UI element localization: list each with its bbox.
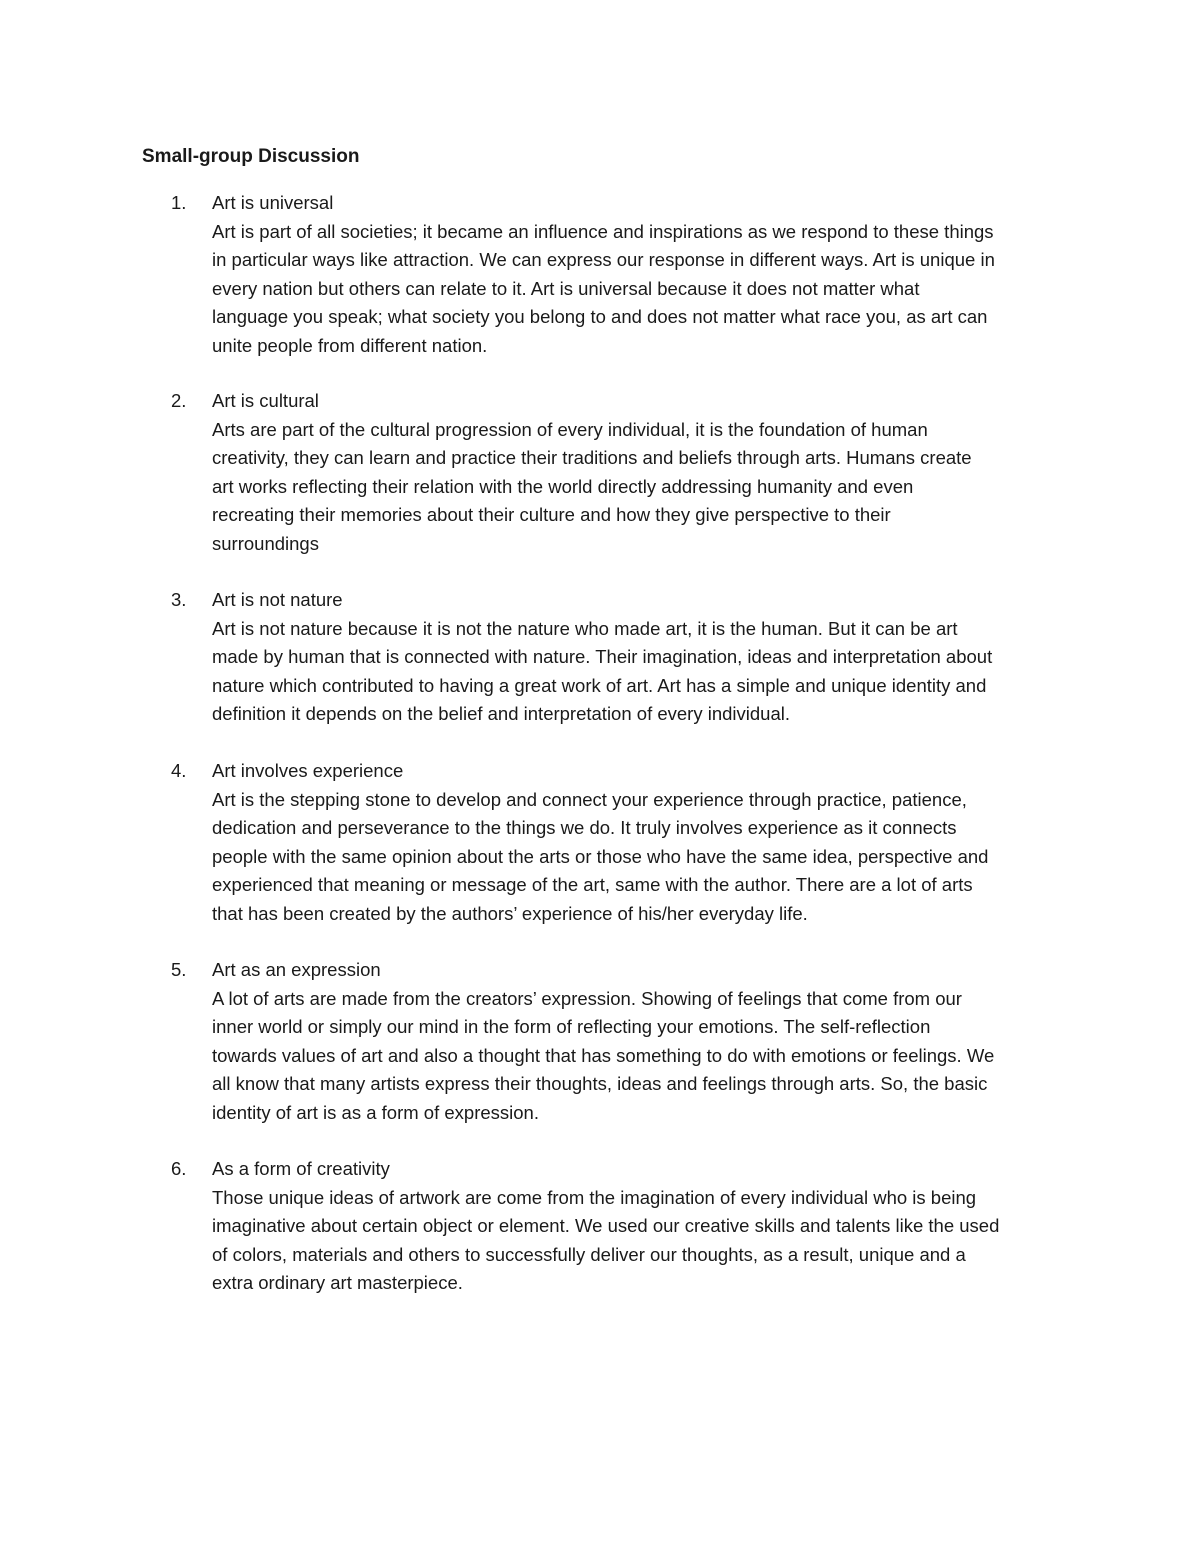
item-number: 2. xyxy=(171,390,187,411)
body-line: Art is not nature because it is not the nature who made art, it is the human. But it can be art xyxy=(212,617,958,639)
body-line: language you speak; what society you belong to and does not matter what race you, as art can xyxy=(212,306,988,327)
body-line: experienced that meaning or message of the art, same with the author. There are a lot of arts xyxy=(212,874,973,895)
body-line: towards values of art and also a thought that has something to do with emotions or feelings. We xyxy=(212,1044,995,1066)
item-heading: Art is universal xyxy=(212,192,334,213)
item-body xyxy=(212,1184,1072,1298)
item-body xyxy=(212,786,1072,929)
body-line: identity of art is as a form of expression. xyxy=(212,1101,539,1123)
item-number: 4. xyxy=(171,760,187,781)
body-line: unite people from different nation. xyxy=(212,334,488,356)
body-line: every nation but others can relate to it. Art is universal because it does not matter what xyxy=(212,277,920,299)
body-line: imaginative about certain object or element. We used our creative skills and talents like the used xyxy=(212,1215,1000,1236)
body-line: extra ordinary art masterpiece. xyxy=(212,1272,463,1293)
body-line: of colors, materials and others to successfully deliver our thoughts, as a result, unique and a xyxy=(212,1243,966,1265)
body-line: dedication and perseverance to the things we do. It truly involves experience as it connects xyxy=(212,817,957,838)
body-line: people with the same opinion about the arts or those who have the same idea, perspective and xyxy=(212,845,989,867)
body-line: definition it depends on the belief and interpretation of every individual. xyxy=(212,703,790,724)
item-heading: Art as an expression xyxy=(212,959,381,980)
item-heading: Art is not nature xyxy=(212,589,343,610)
item-heading: Art is cultural xyxy=(212,390,319,411)
item-body xyxy=(212,218,1072,361)
body-line: creativity, they can learn and practice their traditions and beliefs through arts. Humans create xyxy=(212,447,972,468)
body-line: all know that many artists express their thoughts, ideas and feelings through arts. So, the basic xyxy=(212,1073,988,1094)
body-line: Those unique ideas of artwork are come from the imagination of every individual who is being xyxy=(212,1186,977,1208)
body-line: A lot of arts are made from the creators’ expression. Showing of feelings that come from our xyxy=(212,987,962,1009)
item-number: 6. xyxy=(171,1158,187,1179)
item-heading: As a form of creativity xyxy=(212,1158,390,1179)
body-line: Art is the stepping stone to develop and connect your experience through practice, patience, xyxy=(212,788,967,810)
body-line: surroundings xyxy=(212,532,319,554)
item-number: 3. xyxy=(171,589,187,610)
body-line: art works reflecting their relation with the world directly addressing humanity and even xyxy=(212,475,914,497)
body-line: nature which contributed to having a great work of art. Art has a simple and unique identity and xyxy=(212,674,987,696)
body-line: that has been created by the authors’ experience of his/her everyday life. xyxy=(212,902,808,924)
item-body xyxy=(212,985,1072,1128)
body-line: Arts are part of the cultural progression of every individual, it is the foundation of human xyxy=(212,418,928,440)
item-body xyxy=(212,416,1072,559)
item-number: 5. xyxy=(171,959,187,980)
item-heading: Art involves experience xyxy=(212,760,404,781)
body-line: in particular ways like attraction. We can express our response in different ways. Art is unique in xyxy=(212,249,995,270)
body-line: recreating their memories about their culture and how they give perspective to their xyxy=(212,504,891,525)
page-title: Small-group Discussion xyxy=(142,146,360,167)
body-line: Art is part of all societies; it became an influence and inspirations as we respond to these things xyxy=(212,220,994,242)
body-line: inner world or simply our mind in the form of reflecting your emotions. The self-reflection xyxy=(212,1016,931,1037)
item-number: 1. xyxy=(171,192,187,213)
body-line: made by human that is connected with nature. Their imagination, ideas and interpretation about xyxy=(212,646,993,667)
item-body xyxy=(212,615,1072,729)
